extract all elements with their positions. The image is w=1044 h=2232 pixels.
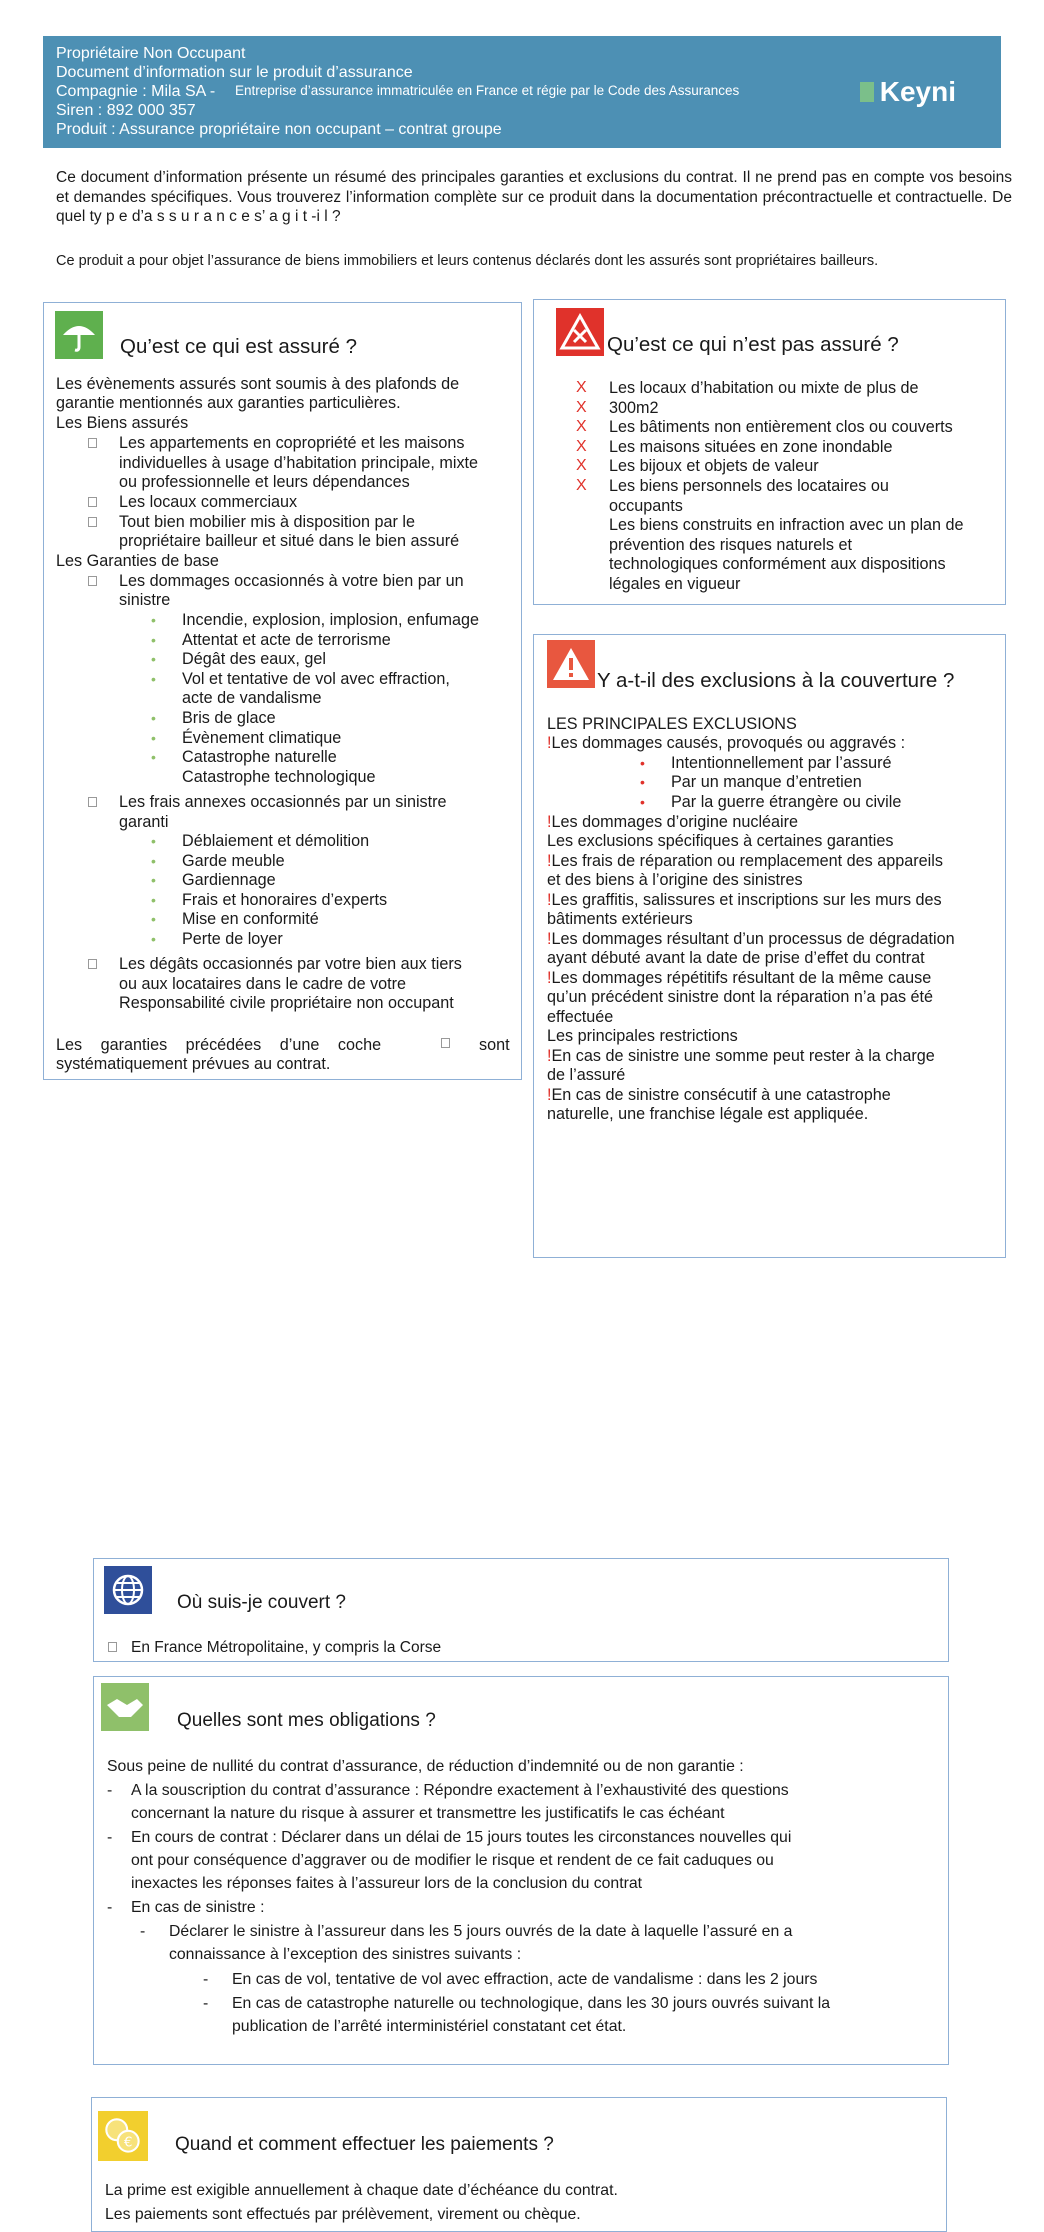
list-item: Déclarer le sinistre à l’assureur dans les 5 jours ouvrés de la date à laquelle l’assuré en a [169, 1923, 793, 1940]
list-item: En cas de vol, tentative de vol avec effraction, acte de vandalisme : dans les 2 jours [232, 1971, 818, 1988]
list-item: Les frais annexes occasionnés par un sinistre [119, 793, 447, 811]
list-item: garanti [119, 813, 169, 831]
list-item: A la souscription du contrat d’assurance : Répondre exactement à l’exhaustivité des questions [131, 1782, 789, 1799]
list-item: bâtiments extérieurs [547, 910, 693, 928]
footnote: sont [479, 1036, 510, 1054]
warning-cross-icon [556, 308, 604, 356]
checkbox-icon [88, 517, 97, 527]
list-item: Les locaux commerciaux [119, 493, 298, 511]
dash-icon: - [140, 1923, 146, 1940]
list-item: En cas de sinistre une somme peut rester à la charge [551, 1047, 935, 1065]
checkbox-icon [441, 1038, 450, 1048]
bullet-icon: • [151, 651, 156, 667]
list-item: acte de vandalisme [182, 689, 322, 707]
bullet-icon: • [151, 931, 156, 947]
list-item: Responsabilité civile propriétaire non occupant [119, 994, 454, 1012]
list-item: concernant la nature du risque à assurer et transmettre les justificatifs le cas échéant [131, 1805, 725, 1822]
dash-icon: - [107, 1782, 113, 1799]
section-title: Qu’est ce qui est assuré ? [120, 335, 358, 358]
bullet-icon: • [640, 774, 645, 790]
header-company-desc: Entreprise d’assurance immatriculée en France et régie par le Code des Assurances [235, 83, 740, 98]
footnote: Les garanties précédées d’une coche [56, 1036, 382, 1054]
bullet-icon: • [151, 911, 156, 927]
list-item: Frais et honoraires d’experts [182, 891, 388, 909]
list-item: occupants [609, 497, 683, 515]
dash-icon: - [107, 1829, 113, 1846]
exclamation-icon: ! [547, 813, 552, 831]
cross-icon: X [576, 457, 587, 474]
list-item: En France Métropolitaine, y compris la Corse [131, 1639, 442, 1656]
keyni-logo: Keyni [860, 76, 956, 108]
list-item: Catastrophe technologique [182, 768, 376, 786]
header-banner [43, 36, 1001, 148]
paiements-text: La prime est exigible annuellement à chaque date d’échéance du contrat. [105, 2182, 618, 2199]
subheading: LES PRINCIPALES EXCLUSIONS [547, 715, 797, 733]
dash-icon: - [203, 1995, 209, 2012]
paiements-text: Les paiements sont effectués par prélèvement, virement ou chèque. [105, 2206, 581, 2223]
section-obligations [93, 1676, 949, 2065]
checkbox-icon [88, 797, 97, 807]
assure-text: Les évènements assurés sont soumis à des plafonds de [56, 375, 460, 393]
list-item: Les bijoux et objets de valeur [609, 457, 819, 475]
list-item: Les maisons situées en zone inondable [609, 438, 893, 456]
list-item: Tout bien mobilier mis à disposition par le [119, 513, 416, 531]
list-item: Garde meuble [182, 852, 285, 870]
cross-icon: X [576, 418, 587, 435]
exclamation-icon: ! [547, 1086, 552, 1104]
dash-icon: - [203, 1971, 209, 1988]
header-product: Produit : Assurance propriétaire non occupant – contrat groupe [56, 121, 502, 138]
umbrella-icon [55, 311, 103, 359]
section-title: Qu’est ce qui n’est pas assuré ? [607, 333, 899, 356]
list-item: Les dégâts occasionnés par votre bien aux tiers [119, 955, 462, 973]
list-item: de l’assuré [547, 1066, 626, 1084]
list-item: et des biens à l’origine des sinistres [547, 871, 803, 889]
bullet-icon: • [640, 755, 645, 771]
bullet-icon: • [640, 794, 645, 810]
list-item: Incendie, explosion, implosion, enfumage [182, 611, 479, 629]
exclamation-icon: ! [547, 1047, 552, 1065]
warning-icon [547, 640, 595, 688]
list-item: En cas de catastrophe naturelle ou technologique, dans les 30 jours ouvrés suivant la [232, 1995, 831, 2012]
section-assure [43, 302, 522, 1080]
list-item: ou professionnelle et leurs dépendances [119, 473, 410, 491]
list-item: Attentat et acte de terrorisme [182, 631, 391, 649]
header-siren: Siren : 892 000 357 [56, 102, 196, 119]
header-title: Propriétaire Non Occupant [56, 45, 246, 62]
bullet-icon: • [151, 833, 156, 849]
list-item: qu’un précédent sinistre dont la réparation n’a pas été [547, 988, 934, 1006]
list-item: propriétaire bailleur et situé dans le bien assuré [119, 532, 460, 550]
list-item: Perte de loyer [182, 930, 283, 948]
bullet-icon: • [151, 892, 156, 908]
list-item: Mise en conformité [182, 910, 319, 928]
list-item: prévention des risques naturels et [609, 536, 852, 554]
exclamation-icon: ! [547, 852, 552, 870]
exclamation-icon: ! [547, 930, 552, 948]
exclamation-icon: ! [547, 891, 552, 909]
list-item: Intentionnellement par l’assuré [671, 754, 892, 772]
intro-purpose: Ce produit a pour objet l’assurance de biens immobiliers et leurs contenus déclarés dont les assurés sont propriétaires bailleurs. [56, 253, 879, 269]
list-item: Les appartements en copropriété et les maisons [119, 434, 465, 452]
list-item: Par la guerre étrangère ou civile [671, 793, 902, 811]
bullet-icon: • [151, 632, 156, 648]
coins-icon [98, 2111, 148, 2161]
list-item: effectuée [547, 1008, 614, 1026]
list-item: Par un manque d’entretien [671, 773, 862, 791]
list-item: connaissance à l’exception des sinistres suivants : [169, 1946, 522, 1963]
subheading: Les principales restrictions [547, 1027, 738, 1045]
checkbox-icon [88, 576, 97, 586]
logo-mark-icon [860, 82, 874, 102]
bullet-icon: • [151, 872, 156, 888]
intro-paragraph: Ce document d’information présente un résumé des principales garanties et exclusions du contrat. Il ne prend pas en compte vos besoins et demandes spécifiques. Vous trouverez l’information complète sur ce produit dans la documentation précontractuelle et contractuelle. De quel ty p e d’a s s u r a n c e s’ a g i t -i l ? [56, 169, 1012, 225]
list-item: Dégât des eaux, gel [182, 650, 326, 668]
checkbox-icon [88, 959, 97, 969]
bullet-icon: • [151, 612, 156, 628]
bullet-icon: • [151, 730, 156, 746]
cross-icon: X [576, 399, 587, 416]
list-item: ou aux locataires dans le cadre de votre [119, 975, 407, 993]
list-item: Gardiennage [182, 871, 276, 889]
list-item: En cas de sinistre : [131, 1899, 265, 1916]
subheading: Les Biens assurés [56, 414, 189, 432]
svg-text:€: € [123, 2134, 133, 2151]
list-item: Les dommages répétitifs résultant de la même cause [551, 969, 932, 987]
exclamation-icon: ! [547, 734, 552, 752]
list-item: Catastrophe naturelle [182, 748, 337, 766]
list-item: Les dommages d’origine nucléaire [551, 813, 799, 831]
list-item: Les dommages occasionnés à votre bien par un [119, 572, 464, 590]
list-item: ont pour conséquence d’aggraver ou de modifier le risque et rendent de ce fait caduques ou [131, 1852, 774, 1869]
globe-icon [104, 1566, 152, 1614]
checkbox-icon [88, 438, 97, 448]
list-item: naturelle, une franchise légale est appliquée. [547, 1105, 869, 1123]
list-item: publication de l’arrêté interministériel constatant cet état. [232, 2018, 627, 2035]
list-item: Évènement climatique [182, 729, 342, 747]
section-paiements [91, 2097, 947, 2232]
bullet-icon: • [151, 749, 156, 765]
footnote: systématiquement prévues au contrat. [56, 1055, 331, 1073]
cross-icon: X [576, 477, 587, 494]
list-item: ayant débuté avant la date de prise d’effet du contrat [547, 949, 925, 967]
list-item: Les biens construits en infraction avec un plan de [609, 516, 964, 534]
list-item: légales en vigueur [609, 575, 741, 593]
cross-icon: X [576, 438, 587, 455]
obligations-intro: Sous peine de nullité du contrat d’assurance, de réduction d’indemnité ou de non garantie : [107, 1758, 744, 1775]
header-company: Compagnie : Mila SA - [56, 83, 216, 100]
list-item: technologiques conformément aux dispositions [609, 555, 946, 573]
cross-icon: X [576, 379, 587, 396]
header-doc-type: Document d’information sur le produit d’assurance [56, 64, 413, 81]
section-title: Où suis-je couvert ? [177, 1592, 346, 1613]
section-title: Quand et comment effectuer les paiements ? [175, 2134, 554, 2155]
list-item: En cas de sinistre consécutif à une catastrophe [551, 1086, 891, 1104]
section-title: Y a-t-il des exclusions à la couverture ? [597, 669, 955, 692]
section-ou [93, 1558, 949, 1662]
handshake-icon [101, 1683, 149, 1731]
list-item: inexactes les réponses faites à l’assureur lors de la conclusion du contrat [131, 1875, 643, 1892]
section-non-assure [533, 299, 1006, 605]
checkbox-icon [88, 497, 97, 507]
list-item: Les graffitis, salissures et inscriptions sur les murs des [551, 891, 942, 909]
list-item: Bris de glace [182, 709, 276, 727]
list-item: sinistre [119, 591, 171, 609]
dash-icon: - [107, 1899, 113, 1916]
list-item: Les dommages causés, provoqués ou aggravés : [551, 734, 906, 752]
bullet-icon: • [151, 853, 156, 869]
bullet-icon: • [151, 710, 156, 726]
section-exclusions [533, 634, 1006, 1258]
list-item: Les frais de réparation ou remplacement des appareils [551, 852, 943, 870]
bullet-icon: • [151, 671, 156, 687]
list-item: Les dommages résultant d’un processus de dégradation [551, 930, 955, 948]
list-item: Les bâtiments non entièrement clos ou couverts [609, 418, 953, 436]
list-item: 300m2 [609, 399, 659, 417]
section-title: Quelles sont mes obligations ? [177, 1710, 436, 1731]
list-item: individuelles à usage d’habitation principale, mixte [119, 454, 479, 472]
list-item: Vol et tentative de vol avec effraction, [182, 670, 450, 688]
checkbox-icon [108, 1642, 117, 1652]
subheading: Les exclusions spécifiques à certaines garanties [547, 832, 894, 850]
list-item: En cours de contrat : Déclarer dans un délai de 15 jours toutes les circonstances nouvelles qui [131, 1829, 792, 1846]
exclamation-icon: ! [547, 969, 552, 987]
list-item: Déblaiement et démolition [182, 832, 370, 850]
list-item: Les biens personnels des locataires ou [609, 477, 889, 495]
list-item: Les locaux d’habitation ou mixte de plus de [609, 379, 919, 397]
subheading: Les Garanties de base [56, 552, 219, 570]
assure-text: garantie mentionnés aux garanties particulières. [56, 394, 401, 412]
